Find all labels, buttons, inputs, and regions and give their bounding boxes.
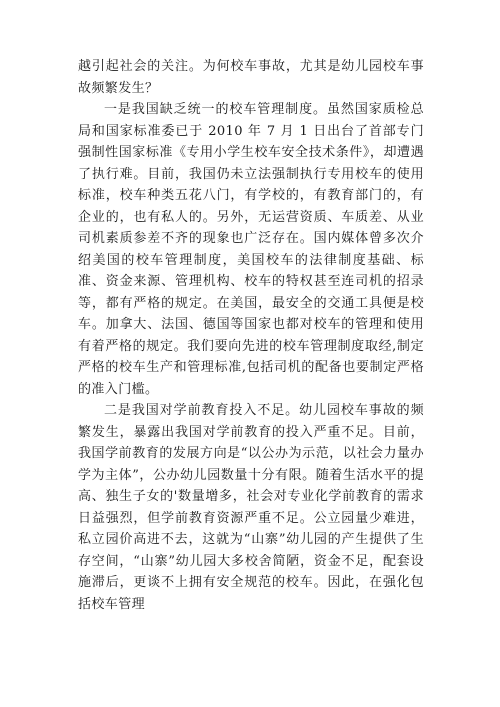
paragraph-school-bus-management: 一是我国缺乏统一的校车管理制度。虽然国家质检总局和国家标准委已于 2010 年 7 月 1 日出台了首部专门强制性国家标准《专用小学生校车安全技术条件》，却遭遇了执行难。目前，我国仍未立法强制执行专用校车的使用标准，校车种类五花八门，有学校的，有教育部门的，有企业的，也有私人的。另外，无运营资质、车质差、从业司机素质参差不齐的现象也广泛存在。国内媒体曾多次介绍美国的校车管理制度，美国校车的法律制度基础、标准、资金来源、管理机构、校车的特权甚至连司机的招录等，都有严格的规定。在美国，最安全的交通工具便是校车。加拿大、法国、德国等国家也都对校车的管理和使用有着严格的规定。我们要向先进的校车管理制度取经,制定严格的校车生产和管理标准,包括司机的配备也要制定严格的准入门槛。 bbox=[78, 102, 424, 397]
paragraph-preschool-investment: 二是我国对学前教育投入不足。幼儿园校车事故的频繁发生，暴露出我国对学前教育的投入严重不足。目前，我国学前教育的发展方向是“以公办为示范，以社会力量办学为主体”，公办幼儿园数量十分有限。随着生活水平的提高、独生子女的'数量增多，社会对专业化学前教育的需求日益强烈，但学前教育资源严重不足。公立园量少难进，私立园价高进不去，这就为“山寨”幼儿园的产生提供了生存空间，“山寨”幼儿园大多校舍简陋，资金不足，配套设施滞后，更谈不上拥有安全规范的校车。因此，在强化包括校车管理 bbox=[78, 403, 424, 612]
document-body bbox=[78, 56, 424, 615]
paragraph-continuation: 越引起社会的关注。为何校车事故，尤其是幼儿园校车事故频繁发生？ bbox=[78, 59, 424, 96]
